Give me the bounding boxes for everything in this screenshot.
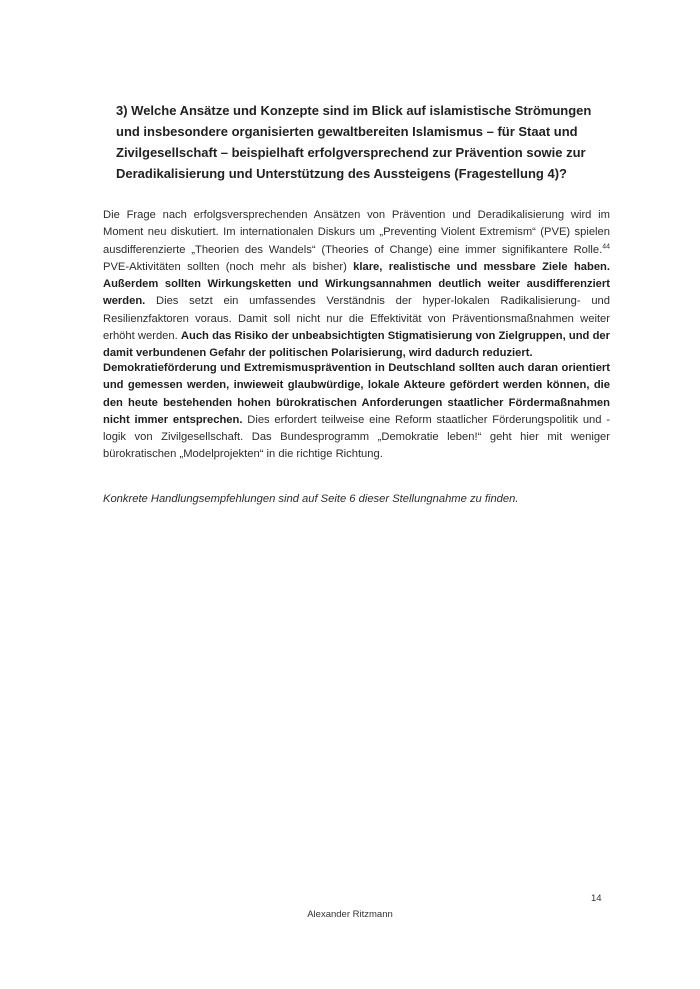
recommendation-note: Konkrete Handlungsempfehlungen sind auf Seite 6 dieser Stellungnahme zu finden. [103,493,519,505]
footer-author: Alexander Ritzmann [307,909,393,920]
paragraph-text: PVE-Aktivitäten sollten (noch mehr als bisher) [103,260,354,273]
paragraph-democracy-promotion [103,360,610,464]
emphasis-text: klare, realistische und messbare Ziele haben. Außerdem sollten Wirkungsketten und Wirkungsannahmen deutlich weiter ausdifferenziert werden. [103,260,610,308]
paragraph-text: Dies setzt ein umfassendes Verständnis der hyper-lokalen Radikalisierung- und Resilienzfaktoren voraus. Damit soll nicht nur die Effektivität von Präventionsmaßnahmen weiter erhöht werden. [103,295,610,343]
paragraph-text: Dies erfordert teilweise eine Reform staatlicher Förderungspolitik und -logik von Zivilgesellschaft. Das Bundesprogramm „Demokratie leben!“ geht hier mit weniger bürokratischen „Modelprojekten“ in die richtige Richtung. [103,413,611,461]
emphasis-text: Demokratieförderung und Extremismusprävention in Deutschland sollten auch daran orientiert und gemessen werden, inwieweit glaubwürdige, lokale Akteure gefördert werden können, die den heute bestehenden hohen bürokratischen Anforderungen staatlicher Fördermaßnahmen nicht immer entsprechen. [103,362,610,426]
paragraph-prevention-approaches [103,207,610,363]
page-number: 14 [591,893,602,904]
paragraph-text: Die Frage nach erfolgsversprechenden Ansätzen von Prävention und Deradikalisierung wird im Moment neu diskutiert. Im internationalen Diskurs um „Preventing Violent Extremism“ (PVE) spielen ausdifferenzierte „Theorien des Wandels“ (Theories of Change) eine immer signifikantere Rolle. [103,209,610,256]
emphasis-text: Auch das Risiko der unbeabsichtigten Stigmatisierung von Zielgruppen, und der damit verbundenen Gefahr der politischen Polarisierung, wird dadurch reduziert. [103,330,610,360]
footnote-reference: 44 [602,242,610,250]
section-heading: 3) Welche Ansätze und Konzepte sind im Blick auf islamistische Strömungen und insbesondere organisierten gewaltbereiten Islamismus – für Staat und Zivilgesellschaft – beispielhaft erfolgversprechend zur Prävention sowie zur Deradikalisierung und Unterstützung des Aussteigens (Fragestellung 4)? [116,103,592,181]
